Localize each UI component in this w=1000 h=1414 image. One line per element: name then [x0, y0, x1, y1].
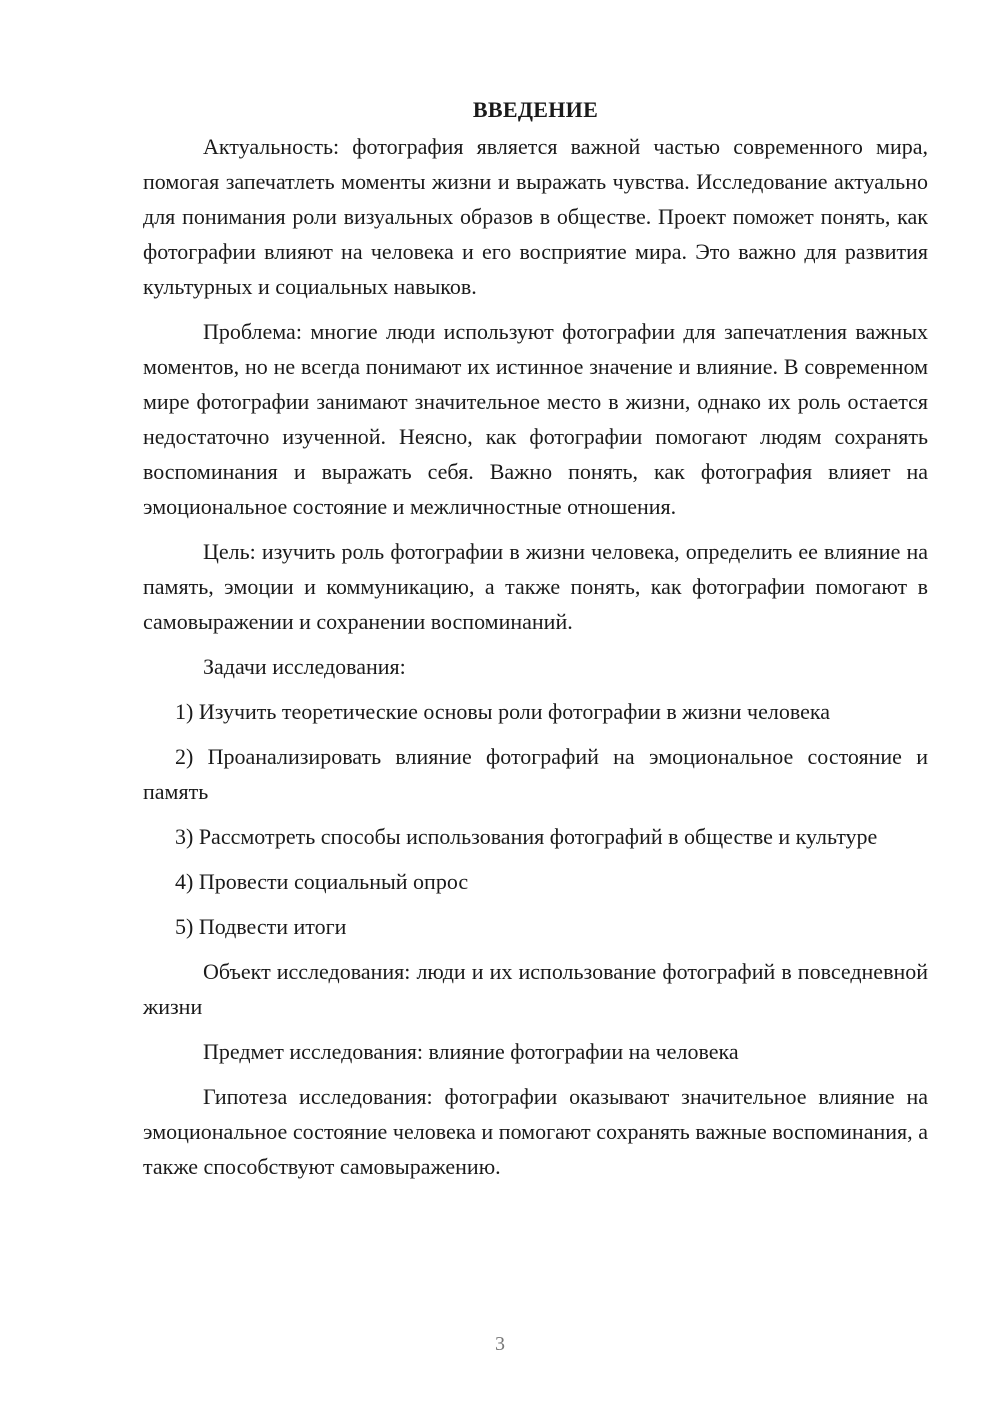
section-title: ВВЕДЕНИЕ [472, 97, 599, 122]
task-item-4: 4) Провести социальный опрос [175, 869, 469, 894]
paragraph-hypothesis: Гипотеза исследования: фотографии оказывают значительное влияние на эмоциональное состояние человека и помогают сохранять важные воспоминания, а также способствуют самовыражению. [143, 1084, 928, 1179]
paragraph-goal: Цель: изучить роль фотографии в жизни человека, определить ее влияние на память, эмоции и коммуникацию, а также понять, как фотографии помогают в самовыражении и сохранении воспоминаний. [143, 539, 928, 634]
task-item-5: 5) Подвести итоги [175, 914, 347, 939]
paragraph-problem: Проблема: многие люди используют фотографии для запечатления важных моментов, но не всегда понимают их истинное значение и влияние. В современном мире фотографии занимают значительное место в жизни, однако их роль остается недостаточно изученной. Неясно, как фотографии помогают людям сохранять воспоминания и выражать себя. Важно понять, как фотография влияет на эмоциональное состояние и межличностные отношения. [143, 319, 928, 519]
paragraph-subject: Предмет исследования: влияние фотографии на человека [203, 1039, 739, 1064]
task-item-1: 1) Изучить теоретические основы роли фотографии в жизни человека [175, 699, 830, 724]
paragraph-object: Объект исследования: люди и их использование фотографий в повседневной жизни [143, 959, 928, 1019]
document-page [143, 92, 928, 1184]
task-item-2: 2) Проанализировать влияние фотографий на эмоциональное состояние и память [143, 744, 928, 804]
tasks-heading: Задачи исследования: [203, 654, 406, 679]
paragraph-relevance: Актуальность: фотография является важной частью современного мира, помогая запечатлеть моменты жизни и выражать чувства. Исследование актуально для понимания роли визуальных образов в обществе. Проект поможет понять, как фотографии влияют на человека и его восприятие мира. Это важно для развития культурных и социальных навыков. [143, 134, 928, 299]
page-number: 3 [495, 1333, 505, 1355]
task-item-3: 3) Рассмотреть способы использования фотографий в обществе и культуре [175, 824, 878, 849]
